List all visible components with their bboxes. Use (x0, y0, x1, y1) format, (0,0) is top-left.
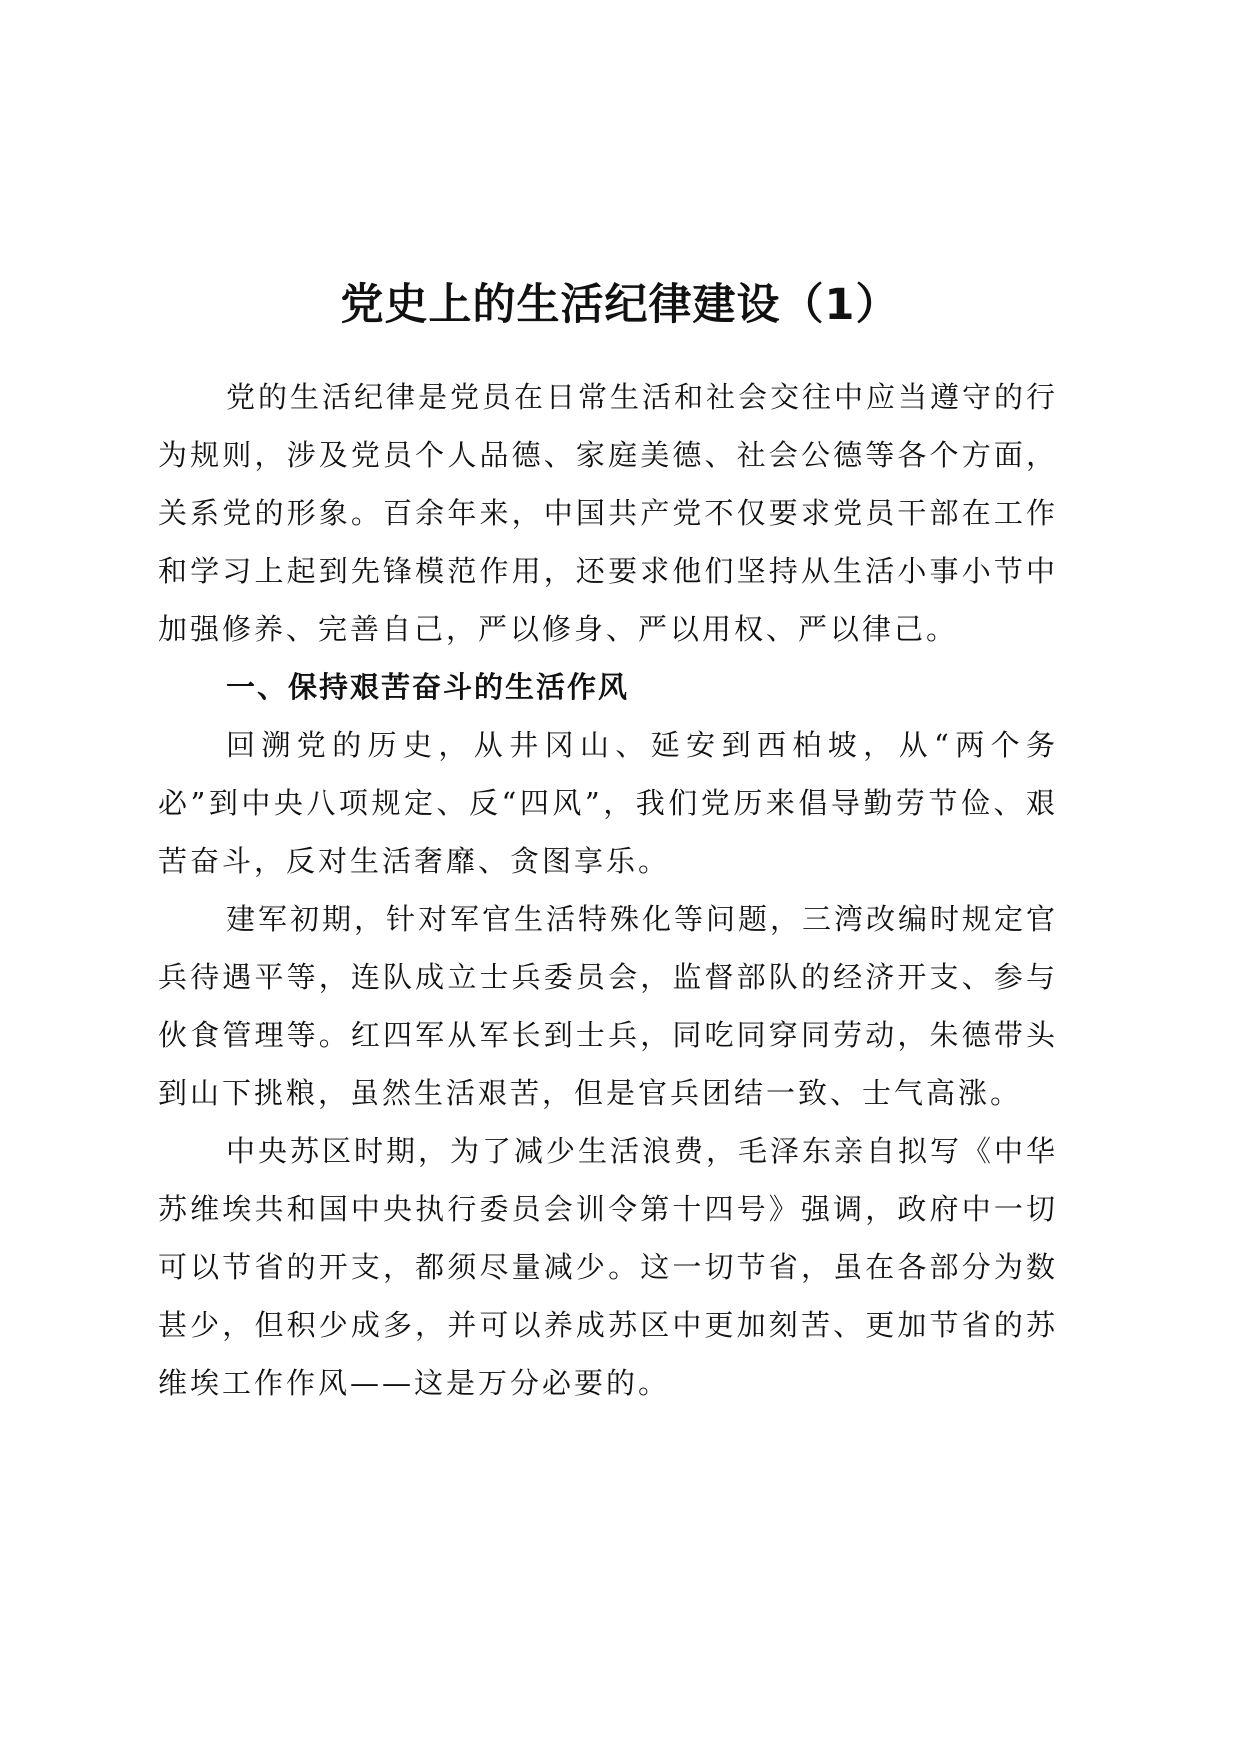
page-title: 党史上的生活纪律建设（1） (340, 280, 900, 330)
intro-paragraph: 党的生活纪律是党员在日常生活和社会交往中应当遵守的行为规则，涉及党员个人品德、家庭美德、社会公德等各个方面，关系党的形象。百余年来，中国共产党不仅要求党员干部在工作和学习上起到先锋模范作用，还要求他们坚持从生活小事小节中加强修养、完善自己，严以修身、严以用权、严以律己。 (158, 380, 1059, 646)
body-paragraph-1: 回溯党的历史，从井冈山、延安到西柏坡，从“两个务必”到中央八项规定、反“四风”，我们党历来倡导勤劳节俭、艰苦奋斗，反对生活奢靡、贪图享乐。 (158, 728, 1058, 878)
document-body (158, 368, 1058, 1412)
section-heading: 一、保持艰苦奋斗的生活作风 (226, 670, 630, 704)
body-paragraph-3: 中央苏区时期，为了减少生活浪费，毛泽东亲自拟写《中华苏维埃共和国中央执行委员会训令第十四号》强调，政府中一切可以节省的开支，都须尽量减少。这一切节省，虽在各部分为数甚少，但积少成多，并可以养成苏区中更加刻苦、更加节省的苏维埃工作作风——这是万分必要的。 (158, 1134, 1059, 1400)
body-paragraph-2: 建军初期，针对军官生活特殊化等问题，三湾改编时规定官兵待遇平等，连队成立士兵委员会，监督部队的经济开支、参与伙食管理等。红四军从军长到士兵，同吃同穿同劳动，朱德带头到山下挑粮，虽然生活艰苦，但是官兵团结一致、士气高涨。 (158, 902, 1059, 1110)
